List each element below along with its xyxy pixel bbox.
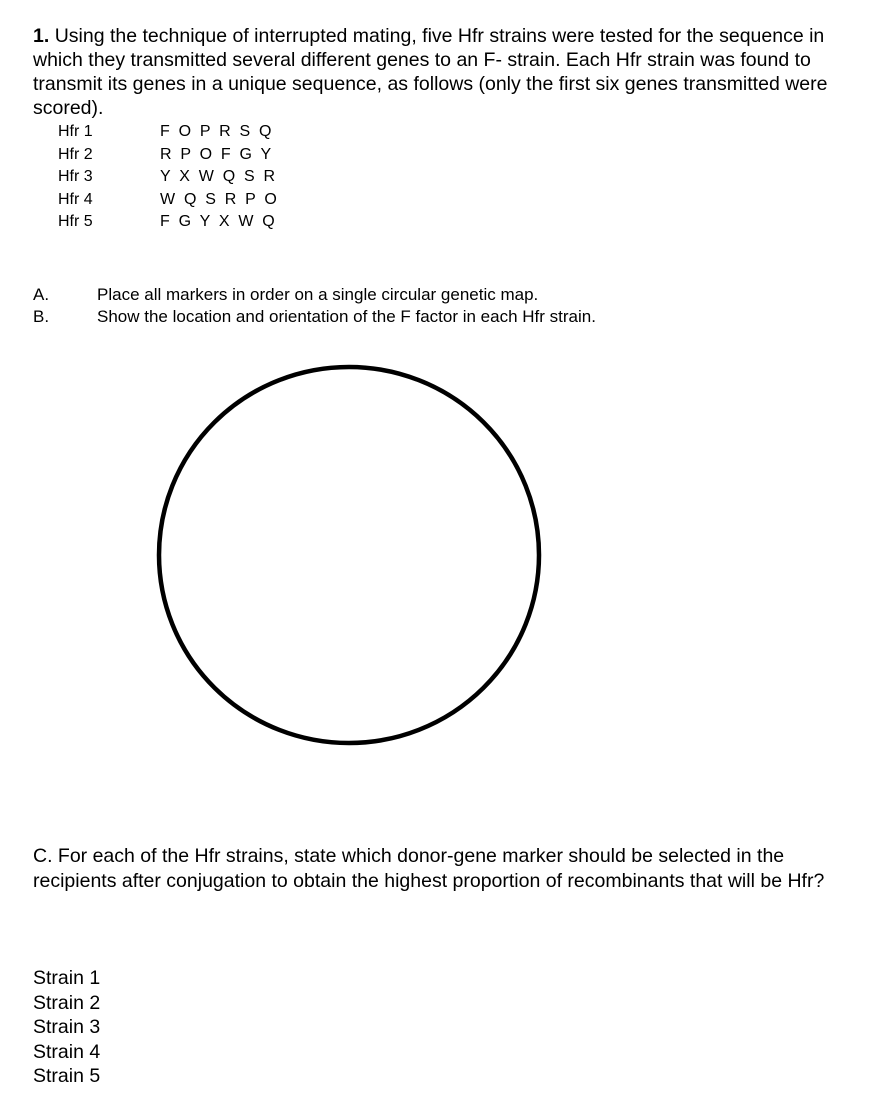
- strain-row: [58, 189, 279, 212]
- strain-name: Hfr 1: [58, 123, 93, 140]
- strain-name: Hfr 4: [58, 190, 93, 208]
- strain-name: Hfr 3: [58, 168, 93, 185]
- strain-name: Hfr 5: [58, 213, 93, 230]
- question-number: 1.: [33, 25, 50, 47]
- question-c: C. For each of the Hfr strains, state which donor-gene marker should be selected in the recipients after conjugation to obtain the highest proportion of recombinants that will be Hfr?: [33, 845, 825, 892]
- strain-row: [58, 144, 279, 167]
- strain-answer-label: Strain 3: [33, 1016, 101, 1039]
- gene-sequence: R P O F G Y: [160, 145, 274, 163]
- gene-sequence: F O P R S Q: [160, 123, 274, 140]
- strain-answer-label: Strain 2: [33, 991, 101, 1014]
- question-1-text: Using the technique of interrupted mating, five Hfr strains were tested for the sequence in which they transmitted several different genes to an F- strain. Each Hfr strain was found to transmit its genes in a unique sequence, as follows (only the first six genes transmitted were scored).: [33, 25, 828, 119]
- part-a: [33, 284, 596, 306]
- gene-sequence: Y X W Q S R: [160, 168, 278, 185]
- gene-sequence: W Q S R P O: [160, 190, 280, 208]
- map-circle: [159, 367, 539, 743]
- strain-row: [58, 211, 279, 234]
- circular-genetic-map: [156, 362, 548, 752]
- strain-answer-label: Strain 5: [33, 1065, 101, 1088]
- strain-answer-label: Strain 1: [33, 967, 101, 989]
- strain-answer-list: [33, 966, 100, 1089]
- part-b: [33, 306, 596, 328]
- strain-name: Hfr 2: [58, 145, 93, 163]
- part-text: Show the location and orientation of the F factor in each Hfr strain.: [97, 307, 596, 326]
- question-1-intro: [33, 24, 868, 120]
- strain-answer-label: Strain 4: [33, 1040, 101, 1063]
- strain-row: [58, 121, 279, 144]
- part-text: Place all markers in order on a single circular genetic map.: [97, 285, 539, 304]
- question-parts: [33, 284, 596, 328]
- hfr-strain-table: [58, 121, 279, 234]
- strain-row: [58, 166, 279, 189]
- part-letter: B.: [33, 307, 50, 326]
- part-letter: A.: [33, 285, 50, 304]
- gene-sequence: F G Y X W Q: [160, 213, 277, 230]
